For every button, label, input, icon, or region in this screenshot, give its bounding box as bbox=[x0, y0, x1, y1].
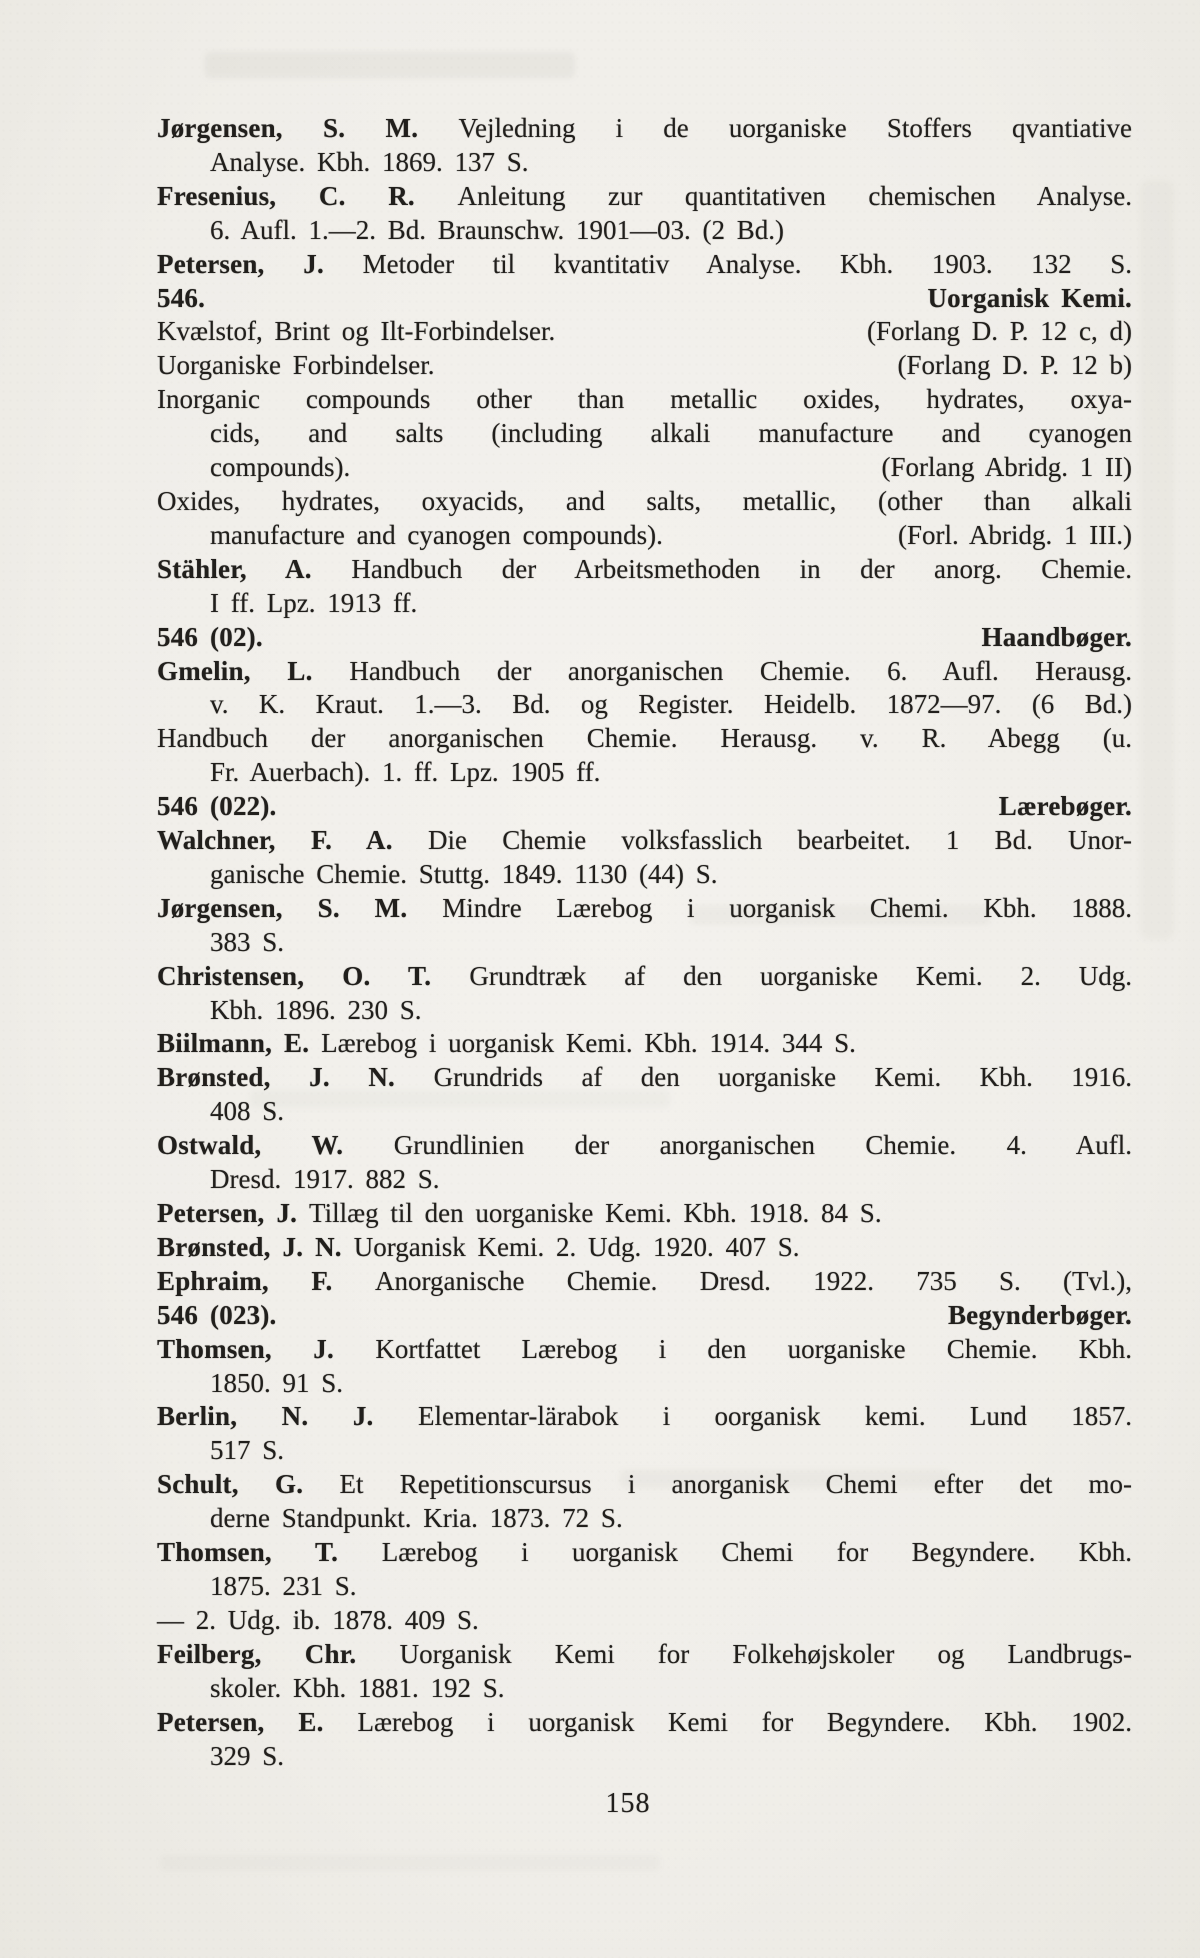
section-title: Uorganisk Kemi. bbox=[927, 282, 1132, 313]
bibliography-line: Petersen, J. Metoder til kvantitativ Analyse. Kbh. 1903. 132 S. bbox=[157, 248, 1132, 279]
shelf-annotation: (Forlang Abridg. 1 II) bbox=[881, 452, 1132, 483]
author-name: Fresenius, C. R. bbox=[157, 180, 458, 211]
section-heading-line bbox=[157, 790, 1132, 824]
line-text: Kvælstof, Brint og Ilt-Forbindelser. bbox=[157, 316, 556, 347]
bibliography-line: Jørgensen, S. M. Mindre Lærebog i uorganisk Chemi. Kbh. 1888. bbox=[157, 892, 1132, 923]
author-name: Ostwald, W. bbox=[157, 1130, 394, 1161]
bibliography-line: 383 S. bbox=[210, 926, 285, 957]
author-name: Feilberg, Chr. bbox=[157, 1638, 400, 1669]
author-name: Thomsen, J. bbox=[157, 1333, 376, 1364]
page-number: 158 bbox=[605, 1788, 651, 1819]
section-title: Begynderbøger. bbox=[947, 1299, 1132, 1330]
bibliography-line: Brønsted, J. N. Uorganisk Kemi. 2. Udg. 1920. 407 S. bbox=[157, 1231, 800, 1262]
bibliography-line bbox=[157, 519, 1132, 553]
bibliography-line: Walchner, F. A. Die Chemie volksfasslich bearbeitet. 1 Bd. Unor- bbox=[157, 825, 1132, 856]
bibliography-line: Fresenius, C. R. Anleitung zur quantitativen chemischen Analyse. bbox=[157, 180, 1132, 211]
author-name: Brønsted, J. N. bbox=[157, 1231, 354, 1262]
section-heading-line bbox=[157, 282, 1132, 316]
bibliography-line: Biilmann, E. Lærebog i uorganisk Kemi. Kbh. 1914. 344 S. bbox=[157, 1028, 856, 1059]
bibliography-line: ganische Chemie. Stuttg. 1849. 1130 (44) S. bbox=[210, 858, 718, 889]
bibliography-line: Thomsen, J. Kortfattet Lærebog i den uorganiske Chemie. Kbh. bbox=[157, 1333, 1132, 1364]
shelf-annotation: (Forlang D. P. 12 b) bbox=[897, 350, 1132, 381]
bibliography-line: Petersen, E. Lærebog i uorganisk Kemi for Begyndere. Kbh. 1902. bbox=[157, 1706, 1132, 1737]
author-name: Petersen, E. bbox=[157, 1706, 358, 1737]
author-name: Petersen, J. bbox=[157, 248, 363, 279]
section-code: 546 (02). bbox=[157, 621, 263, 652]
bibliography-line: 1850. 91 S. bbox=[210, 1367, 344, 1398]
bibliography-line: Ostwald, W. Grundlinien der anorganischen Chemie. 4. Aufl. bbox=[157, 1130, 1132, 1161]
author-name: Christensen, O. T. bbox=[157, 960, 470, 991]
section-code: 546 (023). bbox=[157, 1299, 277, 1330]
bibliography-line: — 2. Udg. ib. 1878. 409 S. bbox=[157, 1604, 479, 1635]
bibliography-line: Feilberg, Chr. Uorganisk Kemi for Folkehøjskoler og Landbrugs- bbox=[157, 1638, 1132, 1669]
section-title: Lærebøger. bbox=[998, 791, 1132, 822]
author-name: Walchner, F. A. bbox=[157, 825, 429, 856]
shelf-annotation: (Forlang D. P. 12 c, d) bbox=[867, 316, 1132, 347]
author-name: Biilmann, E. bbox=[157, 1028, 322, 1059]
bibliography-line: 6. Aufl. 1.—2. Bd. Braunschw. 1901—03. (2 Bd.) bbox=[210, 214, 784, 245]
author-name: Ephraim, F. bbox=[157, 1265, 375, 1296]
author-name: Berlin, N. J. bbox=[157, 1401, 419, 1432]
author-name: Gmelin, L. bbox=[157, 655, 350, 686]
author-name: Thomsen, T. bbox=[157, 1537, 382, 1568]
bibliography-line: Petersen, J. Tillæg til den uorganiske Kemi. Kbh. 1918. 84 S. bbox=[157, 1198, 882, 1228]
bibliography-line: Berlin, N. J. Elementar-lärabok i oorganisk kemi. Lund 1857. bbox=[157, 1401, 1132, 1432]
shelf-annotation: (Forl. Abridg. 1 III.) bbox=[898, 519, 1132, 550]
author-name: Jørgensen, S. M. bbox=[157, 892, 443, 923]
author-name: Schult, G. bbox=[157, 1469, 340, 1500]
bibliography-line: Inorganic compounds other than metallic oxides, hydrates, oxya- bbox=[157, 384, 1132, 415]
line-text: manufacture and cyanogen compounds). bbox=[210, 519, 663, 550]
bibliography-line bbox=[157, 349, 1132, 383]
bibliography-line: 329 S. bbox=[210, 1740, 285, 1771]
bibliography-line: skoler. Kbh. 1881. 192 S. bbox=[210, 1672, 505, 1703]
section-heading-line bbox=[157, 621, 1132, 655]
bibliography-line: Kbh. 1896. 230 S. bbox=[210, 994, 422, 1025]
text-block bbox=[157, 112, 1132, 1773]
line-text: Uorganiske Forbindelser. bbox=[157, 350, 435, 381]
bibliography-line: Dresd. 1917. 882 S. bbox=[210, 1164, 440, 1195]
bibliography-line: Gmelin, L. Handbuch der anorganischen Chemie. 6. Aufl. Herausg. bbox=[157, 655, 1132, 686]
section-code: 546 (022). bbox=[157, 791, 277, 822]
bibliography-line: 1875. 231 S. bbox=[210, 1570, 357, 1601]
bleed-through-artifact bbox=[1140, 180, 1174, 940]
line-text: compounds). bbox=[210, 452, 351, 483]
section-code: 546. bbox=[157, 282, 206, 313]
bibliography-line: Stähler, A. Handbuch der Arbeitsmethoden in der anorg. Chemie. bbox=[157, 553, 1132, 584]
bibliography-line: Analyse. Kbh. 1869. 137 S. bbox=[210, 146, 529, 177]
section-title: Haandbøger. bbox=[981, 621, 1132, 652]
bibliography-line: cids, and salts (including alkali manufacture and cyanogen bbox=[210, 418, 1132, 449]
bibliography-line: Handbuch der anorganischen Chemie. Herausg. v. R. Abegg (u. bbox=[157, 723, 1132, 754]
bibliography-line: Jørgensen, S. M. Vejledning i de uorganiske Stoffers qvantiative bbox=[157, 113, 1132, 143]
bibliography-line: 408 S. bbox=[210, 1096, 285, 1127]
bibliography-line: 517 S. bbox=[210, 1435, 285, 1466]
author-name: Petersen, J. bbox=[157, 1198, 310, 1228]
bibliography-line: v. K. Kraut. 1.—3. Bd. og Register. Heidelb. 1872—97. (6 Bd.) bbox=[210, 689, 1132, 720]
bleed-through-artifact bbox=[205, 52, 575, 78]
bibliography-line: Ephraim, F. Anorganische Chemie. Dresd. 1922. 735 S. (Tvl.), bbox=[157, 1265, 1132, 1296]
author-name: Jørgensen, S. M. bbox=[157, 113, 459, 143]
bibliography-line: Fr. Auerbach). 1. ff. Lpz. 1905 ff. bbox=[210, 757, 601, 788]
bibliography-line: Schult, G. Et Repetitionscursus i anorganisk Chemi efter det mo- bbox=[157, 1469, 1132, 1500]
bibliography-line: I ff. Lpz. 1913 ff. bbox=[210, 587, 418, 618]
bibliography-line bbox=[157, 315, 1132, 349]
section-heading-line bbox=[157, 1299, 1132, 1333]
bibliography-line: Oxides, hydrates, oxyacids, and salts, metallic, (other than alkali bbox=[157, 485, 1132, 516]
bibliography-line: Christensen, O. T. Grundtræk af den uorganiske Kemi. 2. Udg. bbox=[157, 960, 1132, 991]
bibliography-line: Brønsted, J. N. Grundrids af den uorganiske Kemi. Kbh. 1916. bbox=[157, 1062, 1132, 1093]
bibliography-line: derne Standpunkt. Kria. 1873. 72 S. bbox=[210, 1503, 623, 1534]
bibliography-line: Thomsen, T. Lærebog i uorganisk Chemi for Begyndere. Kbh. bbox=[157, 1537, 1132, 1568]
author-name: Stähler, A. bbox=[157, 553, 352, 584]
bibliography-line bbox=[157, 451, 1132, 485]
bleed-through-artifact bbox=[160, 1855, 660, 1871]
author-name: Brønsted, J. N. bbox=[157, 1062, 434, 1093]
